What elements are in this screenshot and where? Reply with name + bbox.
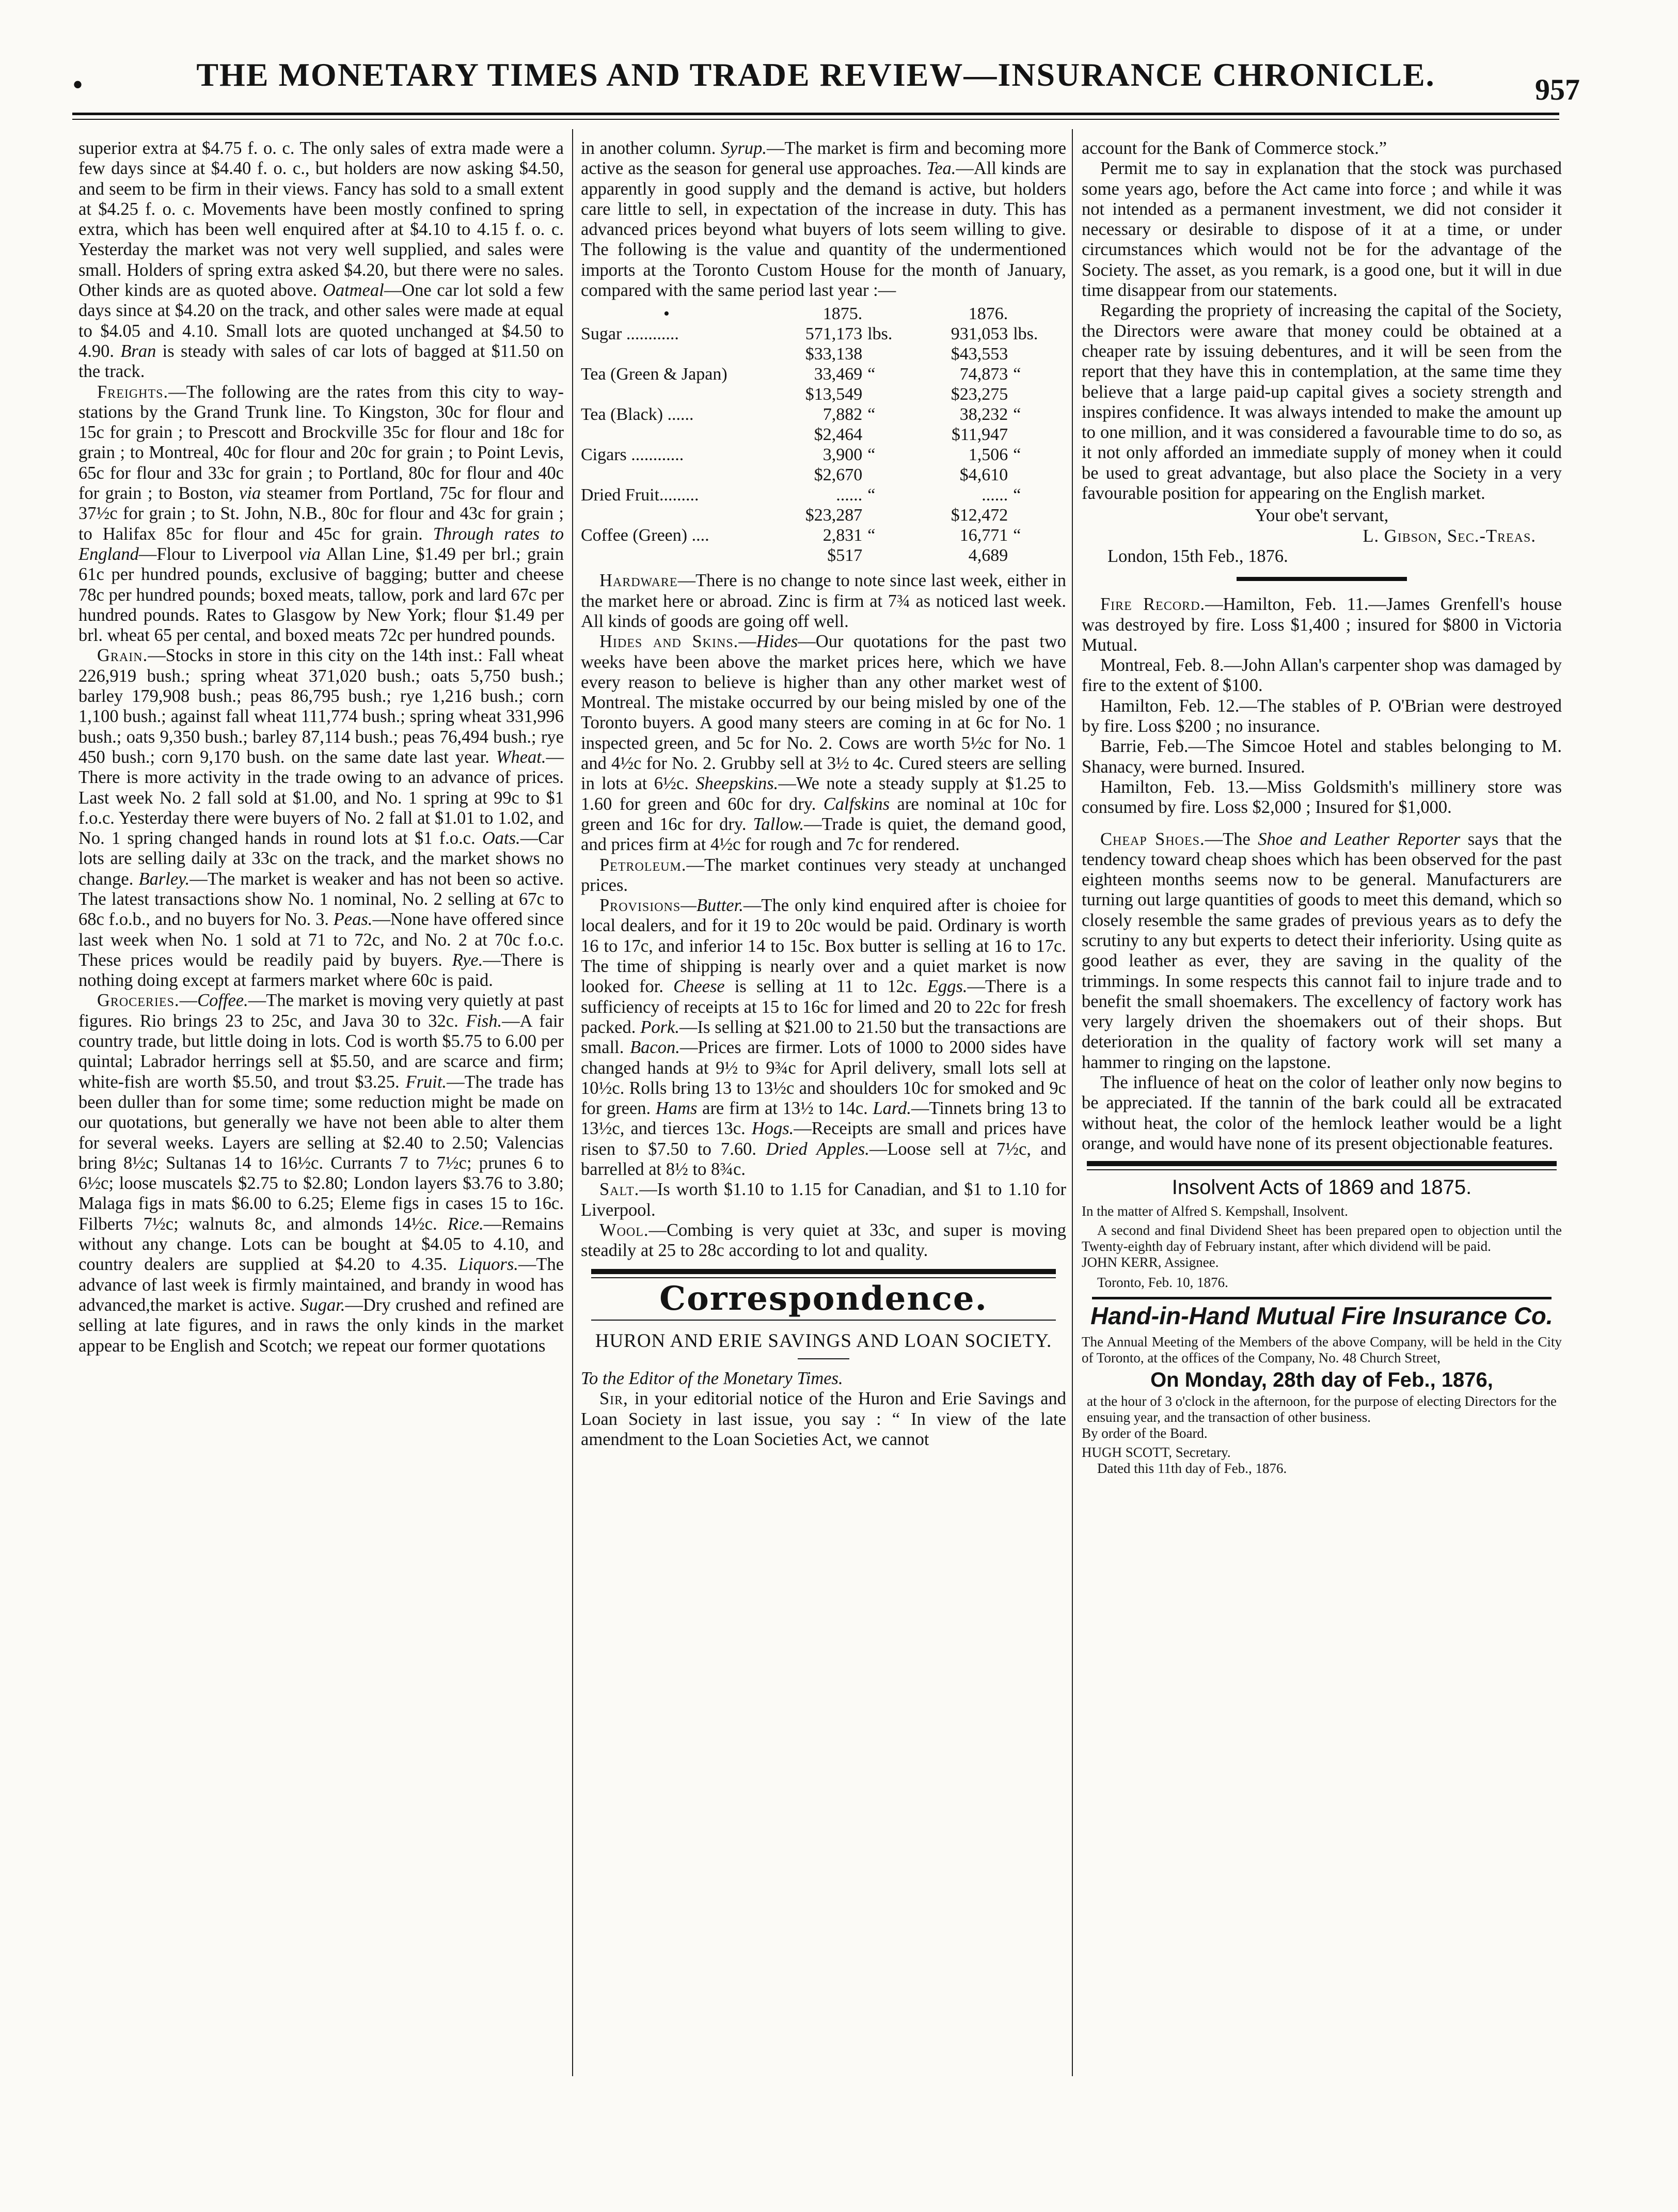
- imports-table: [581, 304, 1066, 566]
- import-qty-1876: 931,053: [951, 324, 1008, 344]
- barley-label: Barley.: [138, 869, 190, 889]
- freights-via: via: [239, 483, 261, 504]
- petroleum-heading: Petroleum.: [599, 855, 687, 875]
- groceries-paragraph: Groceries.—Coffee.—The market is moving very quietly at past figures. Rio brings 23 to 25c, and Java 30 to 32c. Fish.—A fair country trade, but little doing in lots. Cod is worth $5.75 to 6.00 per quintal; Labrador herrings sell at $5.50, and are scarce and firm; white-fish are worth $5.50, and trout $3.25. Fruit.—The trade has been duller than for some time; some reduction might be made on our quotations, but generally we have not been able to alter them for several weeks. Layers are selling at $2.40 to 2.50; Valencias bring 8½c; Sultanas 14 to 16½c. Currants 7 to 7½c; prunes 6 to 6½c; loose muscatels $2.75 to $2.80; London layers $3.76 to 3.80; Malaga figs in mats $6.00 to 6.25; Eleme figs in cases 15 to 16c. Filberts 7½c; walnuts 8c, and almonds 14½c. Rice.—Remains without any change. Lots can be bought at $4.05 to 4.10, and country dealers are supplied at $4.20 to 4.35. Liquors.—The advance of last week is firmly maintained, and brandy in wood has advanced,the market is active. Sugar.—Dry crushed and refined are selling at late figures, and in raws the only kinds in the market appear to be English and Scotch; we repeat our former quotations: [78, 991, 564, 1356]
- pork-text: —Is selling at $21.00 to 21.50 but the transactions are small.: [581, 1017, 1066, 1058]
- import-item-label: Tea (Green & Japan): [581, 365, 727, 384]
- sugar-text: —Dry crushed and refined are selling at late figures, and in raws the only kinds in the market appear to be English and Scotch; we repeat our former quotations: [78, 1295, 564, 1356]
- import-spacer: [862, 384, 911, 404]
- ad-divider: [1092, 1297, 1552, 1299]
- dried-apples-label: Dried Apples.: [766, 1139, 869, 1159]
- imports-row: [581, 485, 1066, 505]
- tallow-label: Tallow.: [753, 814, 804, 834]
- bacon-label: Bacon.: [630, 1038, 680, 1058]
- import-unit-1876: “: [1013, 445, 1021, 465]
- year-1875: 1875.: [822, 304, 863, 324]
- ad-rule-thick: [1087, 1161, 1557, 1166]
- import-value-1876: $12,472: [951, 506, 1008, 525]
- import-unit-1875: “: [867, 445, 876, 465]
- import-qty-1875: 3,900: [822, 445, 863, 465]
- wheat-text: —There is more activity in the trade owing to an advance of prices. Last week No. 2 fall sold at $1.00, and No. 1 spring at 99c to $1 f.o.c. Yesterday there were buyers of No. 2 fall at $1.01 to 1.02, and No. 1 spring changed hands in round lots at $1 f.o.c.: [78, 747, 564, 849]
- eggs-text: —There is a sufficiency of receipts at 15 to 16c for limed and 20 to 22c for fresh packed.: [581, 977, 1066, 1037]
- import-value-1875: $517: [827, 546, 863, 566]
- import-unit-1875: lbs.: [867, 324, 893, 344]
- grain-text-a: —Stocks in store in this city on the 14th inst.: Fall wheat 226,919 bush.; spring wheat 371,020 bush.; oats 5,750 bush.; barley 179,908 bush.; peas 86,795 bush.; rye 1,216 bush.; corn 1,100 bush.; against fall wheat 111,774 bush.; spring wheat 331,996 bush.; oats 9,350 bush.; barley 87,114 bush.; peas 76,494 bush.; rye 450 bush.; corn 9,170 bush. on the same date last year.: [78, 646, 564, 767]
- fire-record-paragraph: [1082, 594, 1562, 655]
- groceries-heading: Groceries.: [97, 991, 180, 1011]
- tea-label: Tea.: [926, 159, 956, 179]
- section-rule: [1237, 577, 1407, 581]
- grain-heading: Grain.: [97, 646, 148, 666]
- cheap-shoes-paragraph: [1082, 829, 1562, 1073]
- bran-label: Bran: [120, 341, 156, 361]
- eggs-label: Eggs.: [927, 977, 968, 997]
- hides-text: —Our quotations for the past two weeks have been above the market prices here, which we have every reason to believe is higher than any other market west of Montreal. The mistake occurred by our being misled by one of the Toronto buyers. A good many steers are coming in at 6c for No. 1 inspected green, and 5c for No. 2. Cows are worth 5½c for No. 1 and 4½c for No. 2. Grubby sell at 3½ to 4c. Cured steers are selling in lots at 6½c.: [581, 632, 1066, 794]
- header-rule: [72, 113, 1559, 115]
- column-divider-2: [1072, 129, 1073, 2076]
- imports-value-row: [581, 384, 1066, 404]
- tea-text: —All kinds are apparently in good supply and the demand is active, but holders care little to sell, in expectation of the increase in duty. This has advanced prices beyond what buyers of lots seem willing to give. The following is the value and quantity of the undermentioned imports at the Toronto Custom House for the month of January, compared with the same period last year :—: [581, 159, 1066, 301]
- import-spacer: [862, 545, 911, 566]
- petroleum-paragraph: [581, 855, 1066, 896]
- import-unit-1875: “: [867, 405, 876, 425]
- barley-text: —The market is weaker and has not been so active. The latest transactions show No. 1 nominal, No. 2 selling at 67c to 68c f.o.b., and no buyers for No. 3.: [78, 869, 564, 930]
- import-qty-1875: ......: [836, 485, 863, 505]
- import-unit-1875: “: [867, 365, 876, 384]
- hogs-text: —Receipts are small and prices have risen to $7.50 to 7.60.: [581, 1119, 1067, 1159]
- import-unit-1876: “: [1013, 365, 1021, 384]
- freights-text-c: —Flour to Liverpool: [138, 544, 299, 564]
- cheap-shoes-heading: Cheap Shoes.: [1100, 829, 1205, 849]
- import-spacer: [581, 505, 780, 525]
- letter-signature: L. Gibson, Sec.-Treas.: [1363, 526, 1536, 546]
- hand-in-hand-title: Hand-in-Hand Mutual Fire Insurance Co.: [1090, 1301, 1553, 1329]
- fish-text: —A fair country trade, but little doing in lots. Cod is worth $5.75 to 6.00 per quintal; Labrador herrings sell at $5.50, and are scarce and firm; white-fish are worth $5.50, and trout $3.25.: [78, 1011, 564, 1092]
- hides-paragraph: Hides and Skins.—Hides—Our quotations for the past two weeks have been above the market prices here, which we have every reason to believe is higher than any other market west of Montreal. The mistake occurred by our being misled by one of the Toronto buyers. A good many steers are coming in at 6c for No. 1 inspected green, and 5c for No. 2. Cows are worth 5½c for No. 1 and 4½c for No. 2. Grubby sell at 3½ to 4c. Cured steers are selling in lots at 6½c. Sheepskins.—We note a steady supply at $1.25 to 1.60 for green and 60c for dry. Calfskins are nominal at 10c for green and 16c for dry. Tallow.—Trade is quiet, the demand good, and prices firm at 4½c for rough and 7c for rendered.: [581, 632, 1066, 855]
- column-divider-1: [572, 129, 573, 2076]
- bran-text: is steady with sales of car lots of bagged at $11.50 on the track.: [78, 341, 564, 382]
- import-item-label: Tea (Black) ......: [581, 405, 694, 425]
- fish-label: Fish.: [466, 1011, 502, 1031]
- import-qty-1876: ......: [982, 485, 1008, 505]
- imports-row: [581, 324, 1066, 344]
- coffee-text: —The market is moving very quietly at past figures. Rio brings 23 to 25c, and Java 30 to 32c.: [78, 991, 564, 1031]
- fruit-text: —The trade has been duller than for some time; some reduction might be made on our quotations, but generally we have not been able to alter them for several weeks. Layers are selling at $2.40 to 2.50; Valencias bring 8½c; Sultanas 14 to 16½c. Currants 7 to 7½c; prunes 6 to 6½c; loose muscatels $2.75 to $2.80; London layers $3.76 to 3.80; Malaga figs in mats $6.00 to 6.25; Eleme figs in cases 15 to 16c. Filberts 7½c; walnuts 8c, and almonds 14½c.: [78, 1072, 564, 1234]
- fire-text-1: —Hamilton, Feb. 11.—James Grenfell's house was destroyed by fire. Loss $1,400 ; insured for $800 in Victoria Mutual.: [1082, 594, 1562, 655]
- imports-value-row: [581, 465, 1066, 485]
- hand-in-hand-meeting-date: On Monday, 28th day of Feb., 1876,: [1150, 1368, 1493, 1391]
- import-value-1875: $2,670: [814, 465, 863, 485]
- wool-paragraph: [581, 1220, 1066, 1261]
- cheap-shoes-text-a: —The: [1205, 829, 1258, 849]
- grain-paragraph: [78, 646, 564, 991]
- import-value-1875: $23,287: [805, 506, 863, 525]
- page-header: [72, 52, 1580, 114]
- import-spacer: [581, 384, 780, 404]
- imports-mark: •: [663, 304, 670, 324]
- import-unit-1876: “: [1013, 485, 1021, 505]
- import-item-label: Sugar ............: [581, 324, 679, 344]
- freights-text-d: Allan Line, $1.49 per brl.; grain 61c per hundred pounds, exclusive of bagging; butter and cheese 78c per hundred pounds; boxed meats, tallow, pork and lard 67c per hundred pounds. Rates to Glasgow by New York; flour $1.49 per brl. wheat 65 per cental, and boxed meats 72c per hundred pounds.: [78, 544, 564, 646]
- import-spacer: [862, 344, 911, 364]
- hides-label: Hides: [756, 632, 798, 652]
- fire-paragraph-5: Hamilton, Feb. 13.—Miss Goldsmith's millinery store was consumed by fire. Loss $2,000 ; Insured for $1,000.: [1082, 777, 1562, 818]
- imports-row: [581, 364, 1066, 384]
- freights-paragraph: [78, 382, 564, 646]
- hand-in-hand-signature: HUGH SCOTT, Secretary.: [1082, 1445, 1231, 1461]
- butter-text: —The only kind enquired after is choiee for local dealers, and for it 19 to 20c would be paid. Ordinary is worth 16 to 17c, and inferior 14 to 15c. Box butter is selling at 16 to 17c. The time of shipping is nearly over and a quiet market is now looked for.: [581, 896, 1066, 997]
- import-value-1875: $13,549: [805, 385, 863, 404]
- hogs-label: Hogs.: [751, 1119, 794, 1139]
- insolvent-date: Toronto, Feb. 10, 1876.: [1097, 1274, 1228, 1290]
- import-spacer: [862, 465, 911, 485]
- freights-text-a: —The following are the rates from this city to way-stations by the Grand Trunk line. To Kingston, 30c for flour and 15c for grain ; to Prescott and Brockville 35c for flour and 18c for grain ; to Montreal, 40c for flour and 20c for grain ; to Point Levis, 65c for flour and 33c for grain ; to Portland, 80c for flour and 40c for grain ; to Boston,: [78, 382, 564, 504]
- column-2: [581, 138, 1066, 1450]
- import-value-1876: $4,610: [959, 465, 1008, 485]
- import-value-1876: 4,689: [968, 546, 1008, 566]
- hides-heading: Hides and Skins.: [599, 632, 739, 652]
- import-qty-1875: 7,882: [822, 405, 863, 425]
- letter-paragraph-2: Permit me to say in explanation that the stock was purchased some years ago, before the Act came into force ; and while it was not intended as a permanent investment, we did not consider it necessary or desirable to dispose of it at a time, or under circumstances which would not be for the advantage of the Society. The asset, as you remark, is a good one, but it will in due time disappear from our statements.: [1082, 159, 1562, 301]
- import-qty-1875: 2,831: [822, 526, 863, 545]
- import-unit-1876: lbs.: [1013, 324, 1038, 344]
- letter-paragraph-1: [581, 1389, 1066, 1450]
- freights-text-b: steamer from Portland, 75c for flour and 37½c for grain ; to St. John, N.B., 80c for flour and 43c for grain ; to Halifax 85c for flour and 45c for grain.: [78, 483, 564, 544]
- calfskins-text: are nominal at 10c for green and 16c for dry.: [581, 794, 1066, 834]
- insolvent-acts-title: Insolvent Acts of 1869 and 1875.: [1172, 1176, 1472, 1199]
- huron-rule: [798, 1358, 849, 1359]
- correspondence-heading: Correspondence.: [659, 1279, 988, 1319]
- fire-paragraph-3: Hamilton, Feb. 12.—The stables of P. O'Brian were destroyed by fire. Loss $200 ; no insurance.: [1082, 696, 1562, 736]
- oatmeal-text: —One car lot sold a few days since at $4.20 on the track, and other sales were made at equal to $4.05 and 4.10. Small lots are quoted unchanged at $4.50 to 4.90.: [78, 280, 564, 361]
- import-qty-1876: 1,506: [968, 445, 1008, 465]
- cheap-shoes-text-b: says that the tendency toward cheap shoes which has been observed for the past eighteen months seems now to be general. Manufacturers are turning out large quantities of goods to meet this demand, which so closely resemble the same grades of previous years as to defy the scrutiny to any but experts to detect their inferiority. Using quite as good leather as ever, they are saving in the quality of the trimmings. In some respects this cannot fail to injure trade and to benefit the small shoemakers. The excellency of factory work has very largely driven the shoemakers out of their shops. But deterioration in the quality of factory work will set many a hammer to ringing on the lapstone.: [1082, 829, 1562, 1072]
- import-qty-1875: 571,173: [805, 324, 863, 344]
- insolvent-body: A second and final Dividend Sheet has been prepared open to objection until the Twenty-eighth day of February instant, after which dividend will be paid.: [1082, 1222, 1562, 1254]
- fire-paragraph-2: Montreal, Feb. 8.—John Allan's carpenter shop was damaged by fire to the extent of $100.: [1082, 655, 1562, 696]
- year-1876: 1876.: [968, 304, 1008, 324]
- import-qty-1876: 74,873: [959, 365, 1008, 384]
- hardware-heading: Hardware: [599, 571, 678, 591]
- import-spacer: [1008, 344, 1066, 364]
- import-spacer: [862, 425, 911, 445]
- bacon-text: —Prices are firmer. Lots of 1000 to 2000 sides have changed hands at 9½ to 9¾c for April delivery, small lots sell at 10½c. Rolls bring 13 to 13½c and shoulders 10c for smoked and 9c for green.: [581, 1038, 1066, 1119]
- import-item-label: Coffee (Green) ....: [581, 526, 709, 545]
- cheese-text: is selling at 11 to 12c.: [724, 977, 917, 997]
- freights-heading: Freights.: [97, 382, 169, 402]
- ad-rule-thin: [1087, 1169, 1557, 1170]
- provisions-paragraph: [581, 896, 1066, 1180]
- insolvent-matter: In the matter of Alfred S. Kempshall, Insolvent.: [1082, 1203, 1348, 1219]
- import-unit-1876: “: [1013, 526, 1021, 545]
- import-qty-1876: 16,771: [959, 526, 1008, 545]
- imports-row: [581, 525, 1066, 545]
- hardware-paragraph: [581, 571, 1066, 632]
- syrup-tea-paragraph: [581, 138, 1066, 301]
- provisions-heading: Provisions: [599, 896, 681, 916]
- import-value-1876: $11,947: [951, 425, 1008, 445]
- imports-value-row: [581, 425, 1066, 445]
- fire-record-heading: Fire Record.: [1100, 594, 1206, 615]
- masthead-title: THE MONETARY TIMES AND TRADE REVIEW—INSURANCE CHRONICLE.: [196, 56, 1435, 93]
- header-mark: •: [72, 68, 84, 102]
- fruit-label: Fruit.: [405, 1072, 447, 1092]
- letter-signoff: Your obe't servant,: [1255, 506, 1389, 526]
- salt-text: —Is worth $1.10 to 1.15 for Canadian, and $1 to 1.10 for Liverpool.: [581, 1180, 1066, 1220]
- peas-label: Peas.: [333, 909, 373, 930]
- wool-heading: Wool.: [599, 1220, 649, 1240]
- dried-apples-text: —Loose sell at 7½c, and barrelled at 8½ to 8¾c.: [581, 1139, 1067, 1179]
- import-unit-1875: “: [867, 526, 876, 545]
- syrup-text: —The market is firm and becoming more active as the season for general use approaches.: [581, 138, 1067, 179]
- import-value-1875: $33,138: [805, 344, 863, 364]
- pork-label: Pork.: [640, 1017, 679, 1037]
- hand-in-hand-body-2: at the hour of 3 o'clock in the afternoon, for the purpose of electing Directors for the ensuing year, and the transaction of other business.: [1087, 1393, 1557, 1425]
- peas-text: —None have offered since last week when No. 1 sold at 71 to 72c, and No. 2 at 70c f.o.c. These prices would be readily paid by buyers.: [78, 909, 564, 970]
- calfskins-label: Calfskins: [823, 794, 890, 814]
- letter-sir: Sir,: [599, 1389, 628, 1409]
- liquors-text: —The advance of last week is firmly maintained, and brandy in wood has advanced,the market is active.: [78, 1254, 564, 1315]
- through-rates-label: Through rates to England: [78, 524, 564, 564]
- import-unit-1875: “: [867, 485, 876, 505]
- import-spacer: [1008, 425, 1066, 445]
- rye-label: Rye.: [452, 950, 483, 970]
- hams-text: are firm at 13½ to 14c.: [697, 1099, 868, 1119]
- butter-label: —Butter.: [680, 896, 743, 916]
- salt-paragraph: [581, 1180, 1066, 1220]
- huron-erie-title: HURON AND ERIE SAVINGS AND LOAN SOCIETY.: [595, 1330, 1052, 1352]
- leather-paragraph: The influence of heat on the color of leather only now begins to be appreciated. If the tannin of the bark could all be extracated without heat, the color of the hemlock leather would be a light orange, and would have none of its present objectionable features.: [1082, 1073, 1562, 1153]
- hand-in-hand-order: By order of the Board.: [1082, 1425, 1208, 1441]
- letter-salutation: To the Editor of the Monetary Times.: [581, 1369, 843, 1389]
- imports-value-row: [581, 505, 1066, 525]
- rice-text: —Remains without any change. Lots can be bought at $4.05 to 4.10, and country dealers are supplied at $4.20 to 4.35.: [78, 1214, 564, 1275]
- import-value-1876: $23,275: [951, 385, 1008, 404]
- import-spacer: [581, 465, 780, 485]
- coffee-label: Coffee.: [197, 991, 248, 1011]
- salt-heading: Salt.: [599, 1180, 640, 1200]
- continued-text: in another column.: [581, 138, 716, 158]
- page-number: 957: [1535, 73, 1580, 106]
- syrup-label: Syrup.: [720, 138, 767, 158]
- oats-label: Oats.: [482, 828, 520, 849]
- import-spacer: [1008, 545, 1066, 566]
- sugar-label: Sugar.: [300, 1295, 345, 1315]
- import-spacer: [1008, 384, 1066, 404]
- rye-text: —There is nothing doing except at farmers market where 60c is paid.: [78, 950, 564, 991]
- lard-label: Lard.: [873, 1099, 911, 1119]
- hams-label: Hams: [655, 1099, 698, 1119]
- import-value-1876: $43,553: [951, 344, 1008, 364]
- fire-paragraph-4: Barrie, Feb.—The Simcoe Hotel and stables belonging to M. Shanacy, were burned. Insured.: [1082, 736, 1562, 777]
- import-spacer: [581, 344, 780, 364]
- import-spacer: [862, 505, 911, 525]
- import-value-1875: $2,464: [814, 425, 863, 445]
- imports-value-row: [581, 545, 1066, 566]
- freights-via-2: via: [298, 544, 321, 564]
- wheat-label: Wheat.: [496, 747, 546, 767]
- imports-header-row: [581, 304, 1066, 324]
- import-spacer: [581, 545, 780, 566]
- cheese-label: Cheese: [673, 977, 725, 997]
- import-unit-1876: “: [1013, 405, 1021, 425]
- letter-text-1: in your editorial notice of the Huron and Erie Savings and Loan Society in last issue, you say : “ In view of the late amendment to the Loan Societies Act, we cannot: [581, 1389, 1066, 1449]
- lard-text: —Tinnets bring 13 to 13½c, and tierces 13c.: [581, 1099, 1067, 1139]
- column-1: [78, 138, 564, 1356]
- import-spacer: [1008, 505, 1066, 525]
- import-qty-1875: 33,469: [814, 365, 863, 384]
- insolvent-signature: JOHN KERR, Assignee.: [1082, 1254, 1219, 1270]
- wool-text: —Combing is very quiet at 33c, and super is moving steadily at 25 to 28c according to lot and quality.: [581, 1220, 1066, 1261]
- liquors-label: Liquors.: [458, 1254, 518, 1275]
- letter-paragraph-3: Regarding the propriety of increasing the capital of the Society, the Directors were aware that money could be obtained at a cheaper rate by issuing debentures, and it will be seen from the report that they have this in contemplation, at the same time they believe that a large paid-up capital gives a society strength and inspires confidence. It was always intended to make the amount up to one million, and it was considered a favourable time to do so, as it not only afforded an immediate supply of money when it could be used to great advantage, but also place the Society in a very favourable position for appearing on the English market.: [1082, 301, 1562, 504]
- imports-row: [581, 445, 1066, 465]
- flour-paragraph: [78, 138, 564, 382]
- import-item-label: Dried Fruit.........: [581, 485, 699, 505]
- sheepskins-text: —We note a steady supply at $1.25 to 1.60 for green and 60c for dry.: [581, 774, 1066, 814]
- imports-value-row: [581, 344, 1066, 364]
- petroleum-text: —The market continues very steady at unchanged prices.: [581, 855, 1066, 895]
- shoe-leather-reporter: Shoe and Leather Reporter: [1258, 829, 1461, 849]
- tallow-text: —Trade is quiet, the demand good, and prices firm at 4½c for rough and 7c for rendered.: [581, 814, 1066, 855]
- section-rule-thick: [591, 1269, 1056, 1274]
- import-spacer: [581, 425, 780, 445]
- letter-continued: account for the Bank of Commerce stock.”: [1082, 138, 1387, 158]
- rice-label: Rice.: [447, 1214, 484, 1234]
- import-item-label: Cigars ............: [581, 445, 684, 465]
- hand-in-hand-body-1: The Annual Meeting of the Members of the above Company, will be held in the City of Toronto, at the offices of the Company, No. 48 Church Street,: [1082, 1334, 1562, 1366]
- imports-row: [581, 404, 1066, 425]
- header-rule-thin: [72, 119, 1559, 120]
- section-rule-thin: [591, 1277, 1056, 1278]
- sheepskins-label: Sheepskins.: [695, 774, 779, 794]
- import-spacer: [1008, 465, 1066, 485]
- flour-text: superior extra at $4.75 f. o. c. The only sales of extra made were a few days since at $4.40 f. o. c., but holders are now asking $4.50, and seem to be firm in their views. Fancy has sold to a small extent at $4.25 f. o. c. Movements have been mostly confined to spring extra, which has been well enquired after at $4.10 to 4.15 f. o. c. Yesterday the market was not very well supplied, and sales were small. Holders of spring extra asked $4.20, but there were no sales. Other kinds are as quoted above.: [78, 138, 564, 301]
- hand-in-hand-date: Dated this 11th day of Feb., 1876.: [1097, 1461, 1287, 1477]
- import-qty-1876: 38,232: [959, 405, 1008, 425]
- correspondence-rule: [591, 1320, 1056, 1321]
- column-3: [1082, 138, 1562, 1477]
- letter-dateline: London, 15th Feb., 1876.: [1107, 546, 1288, 566]
- oats-text: —Car lots are selling daily at 33c on the track, and the market shows no change.: [78, 828, 564, 889]
- hardware-text: —There is no change to note since last week, either in the market here or abroad. Zinc is firm at 7¾ as noticed last week. All kinds of goods are going off well.: [581, 571, 1066, 631]
- oatmeal-label: Oatmeal: [322, 280, 384, 301]
